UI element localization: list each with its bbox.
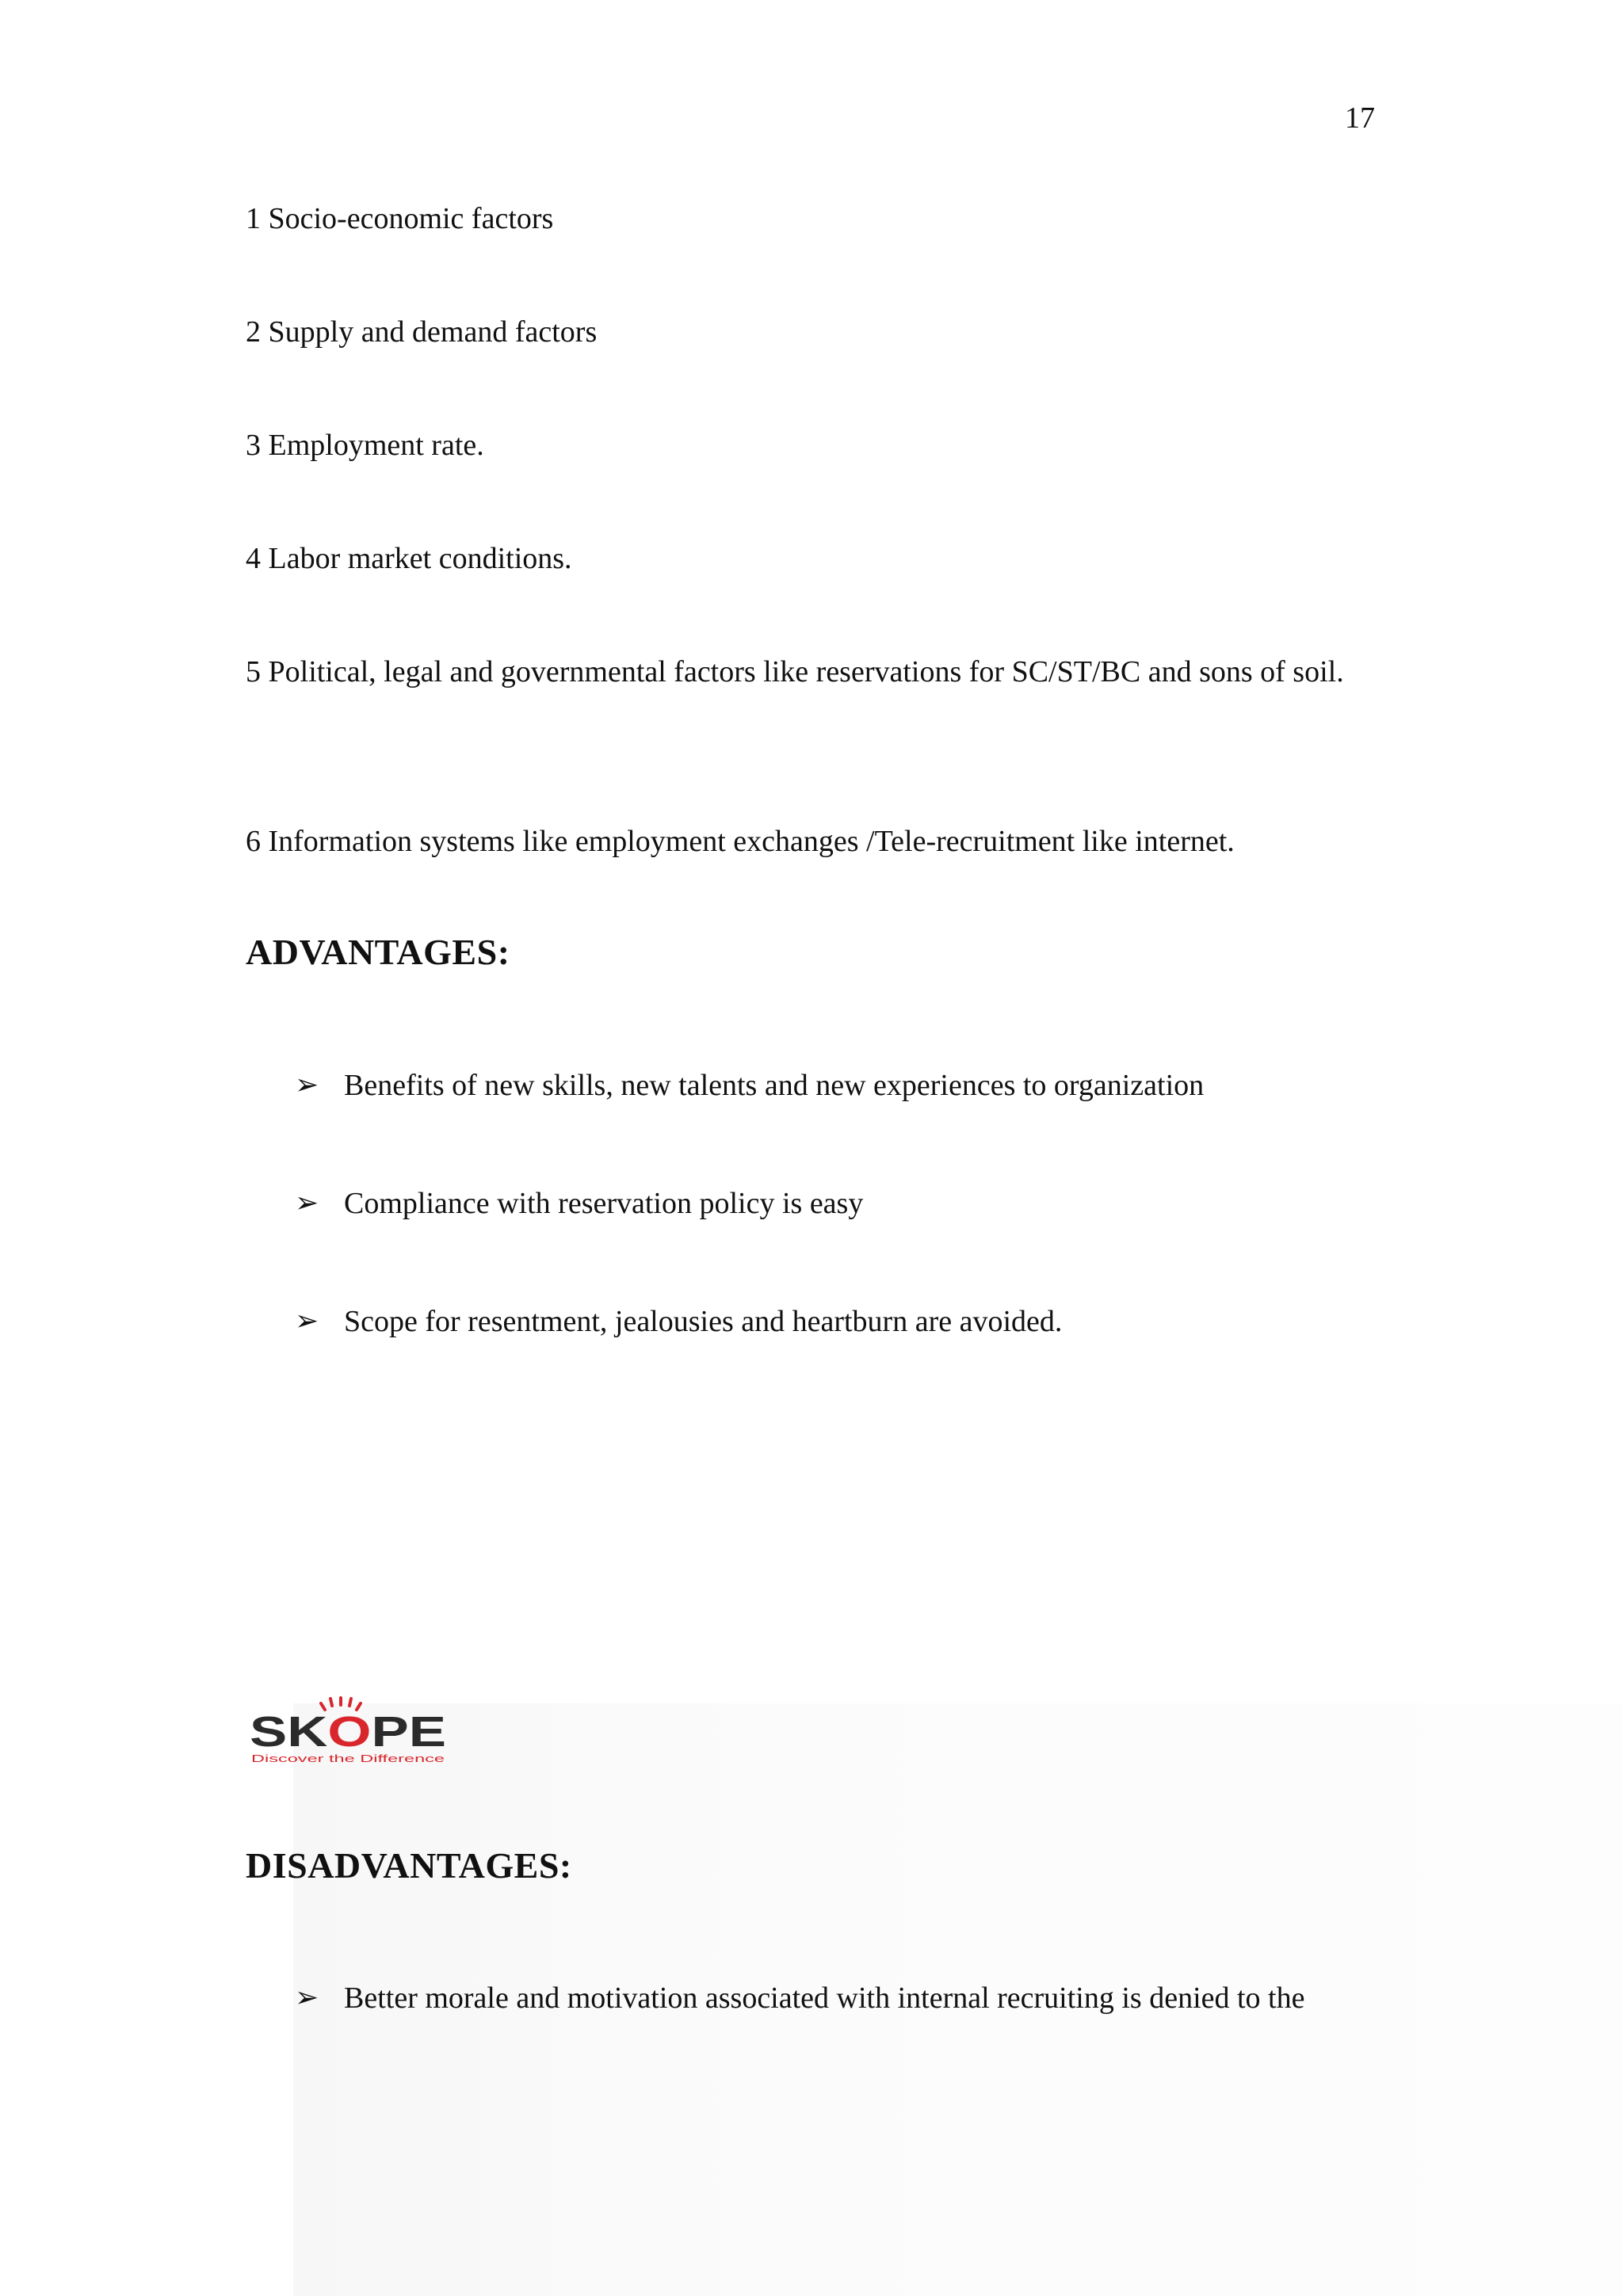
factor-item: 1 Socio-economic factors: [246, 202, 554, 235]
advantage-text: Scope for resentment, jealousies and heartburn are avoided.: [344, 1305, 1063, 1338]
page-number: 17: [1345, 101, 1375, 135]
advantage-text: Benefits of new skills, new talents and new experiences to organization: [344, 1069, 1205, 1102]
disadvantages-heading: DISADVANTAGES:: [246, 1845, 572, 1886]
disadvantage-text: Better morale and motivation associated with internal recruiting is denied to the: [344, 1981, 1305, 2015]
skope-logo: [250, 1695, 448, 1767]
factor-item: 6 Information systems like employment exchanges /Tele-recruitment like internet.: [246, 825, 1235, 858]
factor-item: 4 Labor market conditions.: [246, 542, 572, 575]
advantage-item: [295, 1293, 1381, 1350]
logo-tagline: Discover the Difference: [251, 1753, 445, 1764]
advantage-item: [295, 1175, 1381, 1232]
advantage-item: [295, 1057, 1381, 1114]
bullet-arrow-icon: ➢: [295, 1981, 319, 2014]
bullet-arrow-icon: ➢: [295, 1069, 319, 1101]
bullet-arrow-icon: ➢: [295, 1187, 319, 1219]
disadvantage-item: [295, 1970, 1381, 2027]
factor-item: 2 Supply and demand factors: [246, 315, 598, 349]
logo-wordmark: SK O PE: [250, 1708, 429, 1756]
bullet-arrow-icon: ➢: [295, 1305, 319, 1337]
advantage-text: Compliance with reservation policy is easy: [344, 1187, 864, 1220]
factor-item: 5 Political, legal and governmental factors like reservations for SC/ST/BC and sons of soil.: [246, 655, 1344, 688]
advantages-heading: ADVANTAGES:: [246, 932, 510, 972]
factor-item: 3 Employment rate.: [246, 429, 484, 462]
